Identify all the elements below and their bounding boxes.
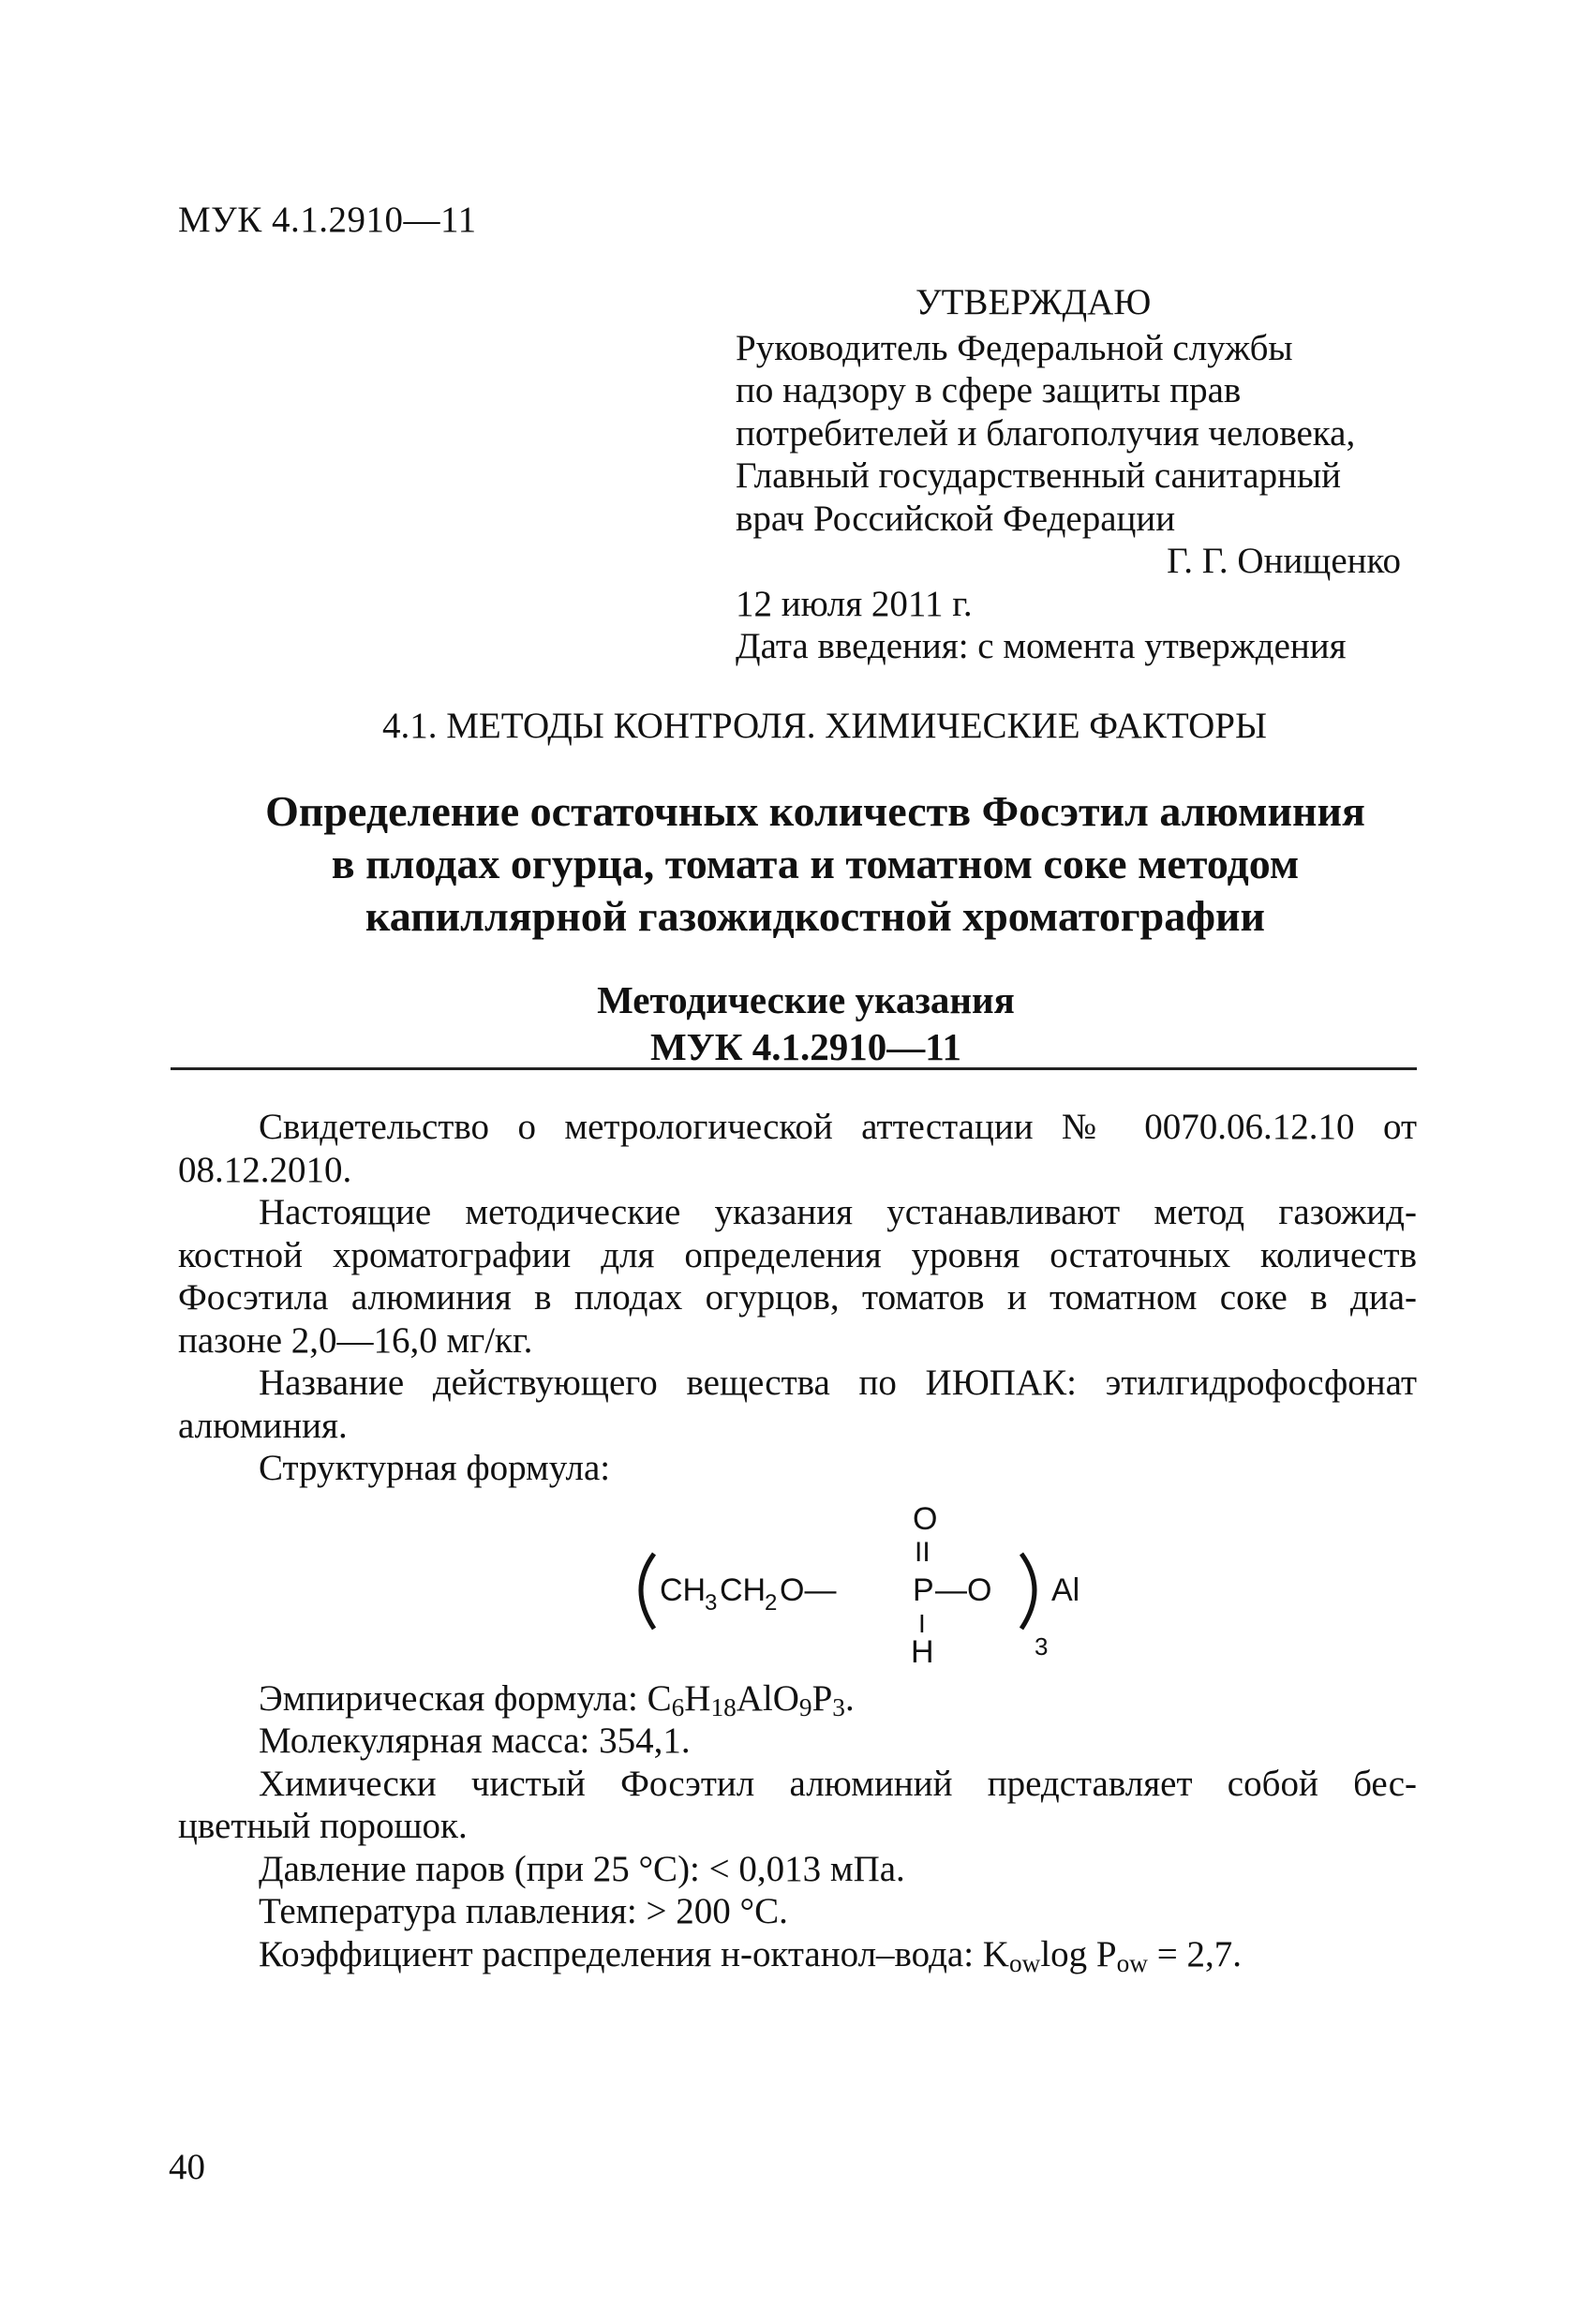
- certificate-line: Свидетельство о метрологической аттестации № 0070.06.12.10 от: [259, 1107, 1417, 1147]
- document-code-header: МУК 4.1.2910—11: [178, 200, 477, 240]
- melting-point: Температура плавления: > 200 °C.: [259, 1891, 788, 1931]
- appearance-line: цветный порошок.: [178, 1806, 468, 1846]
- effective-date: Дата введения: с момента утверждения: [736, 626, 1347, 666]
- scope-paragraph: [178, 1191, 1417, 1362]
- certificate-line: 08.12.2010.: [178, 1149, 352, 1190]
- approval-line: Главный государственный санитарный: [736, 455, 1342, 496]
- iupac-line: Название действующего вещества по ИЮПАК: этилгидрофосфонат: [259, 1363, 1417, 1403]
- approval-date: 12 июля 2011 г.: [736, 583, 973, 624]
- appearance-paragraph: [178, 1763, 1417, 1848]
- certificate-paragraph: [178, 1106, 1417, 1191]
- approval-line: по надзору в сфере защиты прав: [736, 370, 1242, 410]
- formula-ch2-group: CH: [720, 1572, 767, 1608]
- formula-oxygen-top: O: [913, 1500, 938, 1537]
- formula-double-bond: II: [915, 1536, 930, 1568]
- iupac-paragraph: [178, 1362, 1417, 1447]
- page-number: 40: [169, 2147, 205, 2187]
- formula-single-bond: I: [918, 1608, 926, 1638]
- title-line: в плодах огурца, томата и томатном соке методом: [331, 840, 1300, 887]
- partition-sub-ow: ow: [1008, 1948, 1041, 1977]
- empirical-formula-label: Эмпирическая формула:: [259, 1677, 648, 1719]
- formula-sub2: 2: [765, 1589, 778, 1616]
- approval-line: потребителей и благополучия человека,: [736, 412, 1356, 454]
- approval-line: Руководитель Федеральной службы: [736, 327, 1293, 368]
- molar-mass: Молекулярная масса: 354,1.: [259, 1721, 691, 1761]
- formula-bond-o: —O: [935, 1572, 992, 1608]
- structural-formula: [178, 1496, 1417, 1674]
- approval-title: УТВЕРЖДАЮ: [916, 282, 1152, 322]
- formula-hydrogen: H: [911, 1633, 934, 1670]
- empirical-formula: [178, 1677, 1417, 1721]
- partition-mid: log P: [1040, 1933, 1117, 1974]
- partition-coefficient: [178, 1933, 1417, 1976]
- formula-sub3: 3: [705, 1589, 718, 1616]
- formula-right-paren: [1021, 1554, 1035, 1629]
- formula-ch3-group: CH: [660, 1572, 707, 1608]
- ef-alo: AlO: [736, 1677, 799, 1719]
- formula-left-paren: [641, 1554, 654, 1629]
- approval-signatory: Г. Г. Онищенко: [1167, 541, 1401, 581]
- document-subtitle: [0, 976, 1593, 1070]
- partition-suffix: = 2,7.: [1148, 1933, 1242, 1974]
- ef-end: .: [844, 1677, 855, 1719]
- document-title: [0, 785, 1593, 943]
- subtitle-code: МУК 4.1.2910—11: [649, 1025, 961, 1068]
- ef-p-count: 3: [832, 1692, 845, 1721]
- approval-block: [736, 281, 1420, 668]
- ef-o-count: 9: [798, 1692, 812, 1721]
- body-text: [178, 1106, 1417, 1975]
- partition-sub-ow-2: ow: [1116, 1948, 1148, 1977]
- scope-line: Настоящие методические указания устанавливают метод газожид-: [259, 1192, 1417, 1232]
- subtitle-line: Методические указания: [597, 978, 1015, 1021]
- ef-h: H: [684, 1677, 711, 1719]
- formula-phosphorus: P: [913, 1572, 934, 1608]
- ef-c-count: 6: [671, 1692, 685, 1721]
- formula-aluminium: Al: [1051, 1572, 1080, 1608]
- title-line: капиллярной газожидкостной хроматографии: [365, 892, 1266, 940]
- appearance-line: Химически чистый Фосэтил алюминий представляет собой бес-: [259, 1763, 1417, 1804]
- structural-formula-label: Структурная формула:: [259, 1448, 611, 1488]
- ef-c: C: [647, 1677, 672, 1719]
- scope-line: костной хроматографии для определения уровня остаточных количеств: [178, 1234, 1417, 1275]
- horizontal-rule: [171, 1067, 1417, 1070]
- formula-multiplier: 3: [1035, 1631, 1049, 1661]
- title-line: Определение остаточных количеств Фосэтил алюминия: [265, 787, 1365, 835]
- iupac-line: алюминия.: [178, 1405, 348, 1446]
- partition-prefix: Коэффициент распределения н-октанол–вода: K: [259, 1933, 1009, 1974]
- formula-o-bond: O—: [780, 1572, 837, 1608]
- section-heading: [0, 705, 1593, 747]
- scope-line: пазоне 2,0—16,0 мг/кг.: [178, 1319, 533, 1361]
- ef-h-count: 18: [710, 1692, 737, 1721]
- vapor-pressure: Давление паров (при 25 °C): < 0,013 мПа.: [259, 1848, 905, 1889]
- scope-line: Фосэтила алюминия в плодах огурцов, томатов и томатном соке в диа-: [178, 1277, 1417, 1318]
- section-heading-text: 4.1. МЕТОДЫ КОНТРОЛЯ. ХИМИЧЕСКИЕ ФАКТОРЫ: [382, 706, 1267, 746]
- structural-formula-drawing: [618, 1496, 1181, 1674]
- approval-line: врач Российской Федерации: [736, 498, 1176, 539]
- ef-p: P: [811, 1677, 833, 1719]
